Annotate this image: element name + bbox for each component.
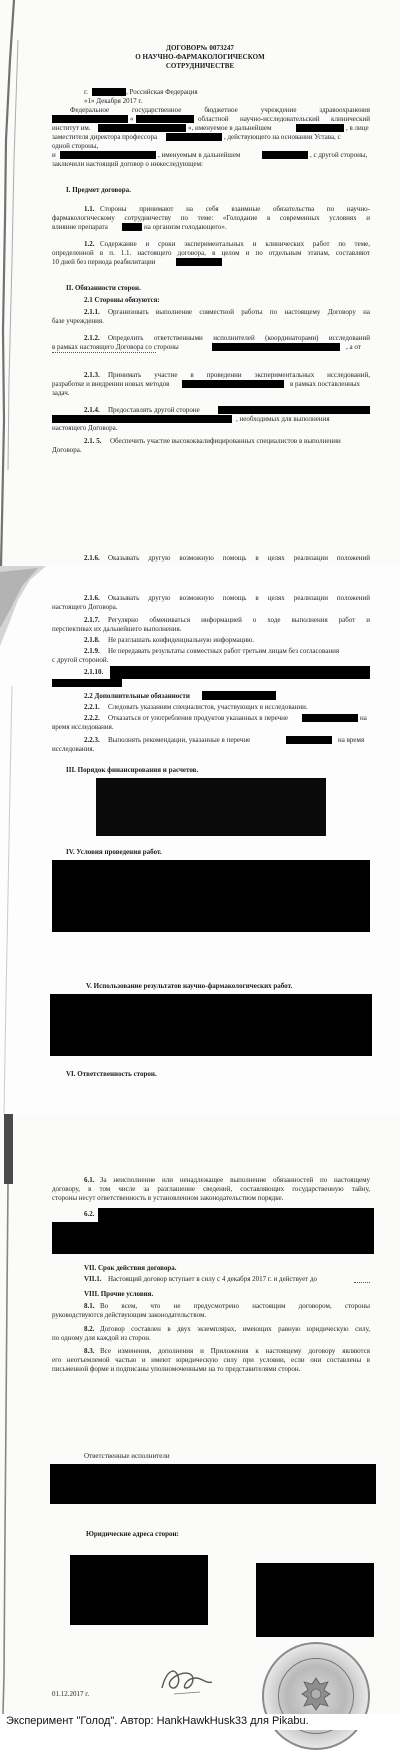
redaction-block <box>70 1555 208 1625</box>
contract-page-2 <box>0 554 400 1114</box>
clause-text: 2.1 Стороны обязуются: <box>84 296 160 304</box>
fill-line <box>52 352 156 353</box>
clause-text: Организовать выполнение совместной работы по настоящему Договору на <box>108 308 370 316</box>
redaction-block <box>52 115 128 123</box>
section-title-5: V. Использование результатов научно-фармакологических работ. <box>86 982 293 990</box>
clause-number: 2.1. 5. <box>84 437 102 445</box>
redaction-block <box>176 258 222 266</box>
clause-text: За неисполнение или ненадлежащее выполнение обязанностей по настоящему <box>100 1176 370 1184</box>
section-title-4: IV. Условия проведения работ. <box>66 848 162 856</box>
clause-number: 2.1.2. <box>84 334 100 342</box>
clause-text: Отказаться от употребления продуктов указанных в перечне <box>108 714 288 722</box>
clause-text: Предоставлять другой стороне <box>108 406 200 414</box>
executors-label: Ответственные исполнители <box>84 1452 170 1460</box>
clause-text: на <box>360 714 367 722</box>
clause-text: Обеспечить участие высококвалифицированных специалистов в выполнении <box>110 437 341 445</box>
clause-text: Принимать участие в проведении экспериментальных исследований, <box>108 371 370 379</box>
clause-text: Договор составлен в двух экземплярах, имеющих равную юридическую силу, <box>100 1325 370 1333</box>
clause-number: 2.1.9. <box>84 647 100 655</box>
clause-number: 2.1.4. <box>84 406 100 414</box>
clause-text: настоящего Договора. <box>52 424 118 432</box>
clause-text: 10 дней без периода реабилитации <box>52 258 156 266</box>
contract-title-line-3: СОТРУДНИЧЕСТВЕ <box>165 62 235 70</box>
redaction-block <box>202 691 276 700</box>
intro-text: , именуемым в дальнейшем <box>158 151 241 159</box>
clause-text: время исследования. <box>52 723 114 731</box>
coat-of-arms-icon <box>296 1674 336 1714</box>
redaction-block <box>302 714 358 722</box>
clause-text: Определить ответственными исполнителей (координаторами) исследований <box>108 334 370 342</box>
city-suffix: , Российская Федерация <box>126 88 198 96</box>
clause-number: 2.2.1. <box>84 703 100 711</box>
redaction-block <box>96 778 326 836</box>
subsection-title: 2.2 Дополнительные обязанности <box>84 692 190 700</box>
redaction-block <box>110 666 370 679</box>
redaction-block <box>212 343 340 351</box>
clause-number: 2.1.1. <box>84 308 100 316</box>
redaction-block <box>52 1222 374 1254</box>
intro-text: « <box>130 115 134 123</box>
redaction-block <box>296 124 344 132</box>
scan-edge-shadow <box>0 566 50 1114</box>
clause-text: Регулярно обмениваться информацией о ходе выполнения работ и <box>108 616 370 624</box>
clause-number: 6.1. <box>84 1176 95 1184</box>
intro-line: Федеральное государственное бюджетное учреждение здравоохранения <box>70 106 370 114</box>
clause-number: 2.1.6. <box>84 594 100 602</box>
clause-text: Оказывать другую возможную помощь в целях реализации положений <box>108 554 370 562</box>
clause-number: 2.2.3. <box>84 736 100 744</box>
clause-number: 8.2. <box>84 1325 95 1333</box>
clause-number: 2.1.3. <box>84 371 100 379</box>
clause-number: 2.1.8. <box>84 636 100 644</box>
clause-text: , а от <box>346 343 361 351</box>
legal-addresses-title: Юридические адреса сторон: <box>86 1530 179 1538</box>
clause-text: Все изменения, дополнения и Приложения к настоящему договору являются <box>100 1347 370 1355</box>
contract-page-3 <box>0 1114 400 1714</box>
image-credit: Эксперимент "Голод". Автор: HankHawkHusk33 для Pikabu. <box>6 1715 309 1727</box>
intro-text: областной научно-исследовательский клинический <box>198 115 370 123</box>
redaction-block <box>166 133 222 141</box>
clause-text: Оказывать другую возможную помощь в целях реализации положений <box>108 594 370 602</box>
image-credit-bar <box>0 1714 400 1730</box>
clause-text: руководствуются действующим законодательством. <box>52 1311 207 1319</box>
redaction-block <box>60 151 156 159</box>
clause-number: 2.1.7. <box>84 616 100 624</box>
clause-text: перспективах их дальнейшего выполнения. <box>52 625 182 633</box>
redaction-block <box>286 736 332 744</box>
clause-text: Следовать указаниям специалистов, участвующих в исследовании. <box>108 703 308 711</box>
clause-text: по одному для каждой из сторон. <box>52 1334 151 1342</box>
scan-edge-shadow <box>0 0 30 566</box>
clause-text: Стороны принимают на себя взаимные обязательства по научно- <box>100 205 370 213</box>
redaction-block <box>52 679 122 687</box>
redaction-block <box>218 406 370 414</box>
clause-number: 6.2. <box>84 1210 95 1218</box>
redaction-block <box>262 151 308 159</box>
clause-number: 8.1. <box>84 1302 95 1310</box>
contract-title-line-2: О НАУЧНО-ФАРМАКОЛОГИЧЕСКОМ <box>135 53 265 61</box>
redaction-block <box>256 1563 374 1637</box>
redaction-block <box>52 415 232 423</box>
intro-text: , с другой стороны, <box>310 151 368 159</box>
redaction-block <box>92 88 126 96</box>
signature-icon <box>156 1660 216 1700</box>
clause-text: Не разглашать конфиденциальную информацию. <box>108 636 255 644</box>
intro-text: заключили настоящий договор о нижеследующем: <box>52 160 203 168</box>
contract-date: «1» Декабря 2017 г. <box>84 97 143 105</box>
clause-text: его неотъемлемой частью и имеют юридическую силу при условии, если они составлены в <box>52 1356 370 1364</box>
clause-number: 1.1. <box>84 205 95 213</box>
clause-text: на время <box>338 736 365 744</box>
clause-text: Во всем, что не предусмотрено настоящим договором, стороны <box>100 1302 370 1310</box>
clause-number: 8.3. <box>84 1347 95 1355</box>
clause-text: настоящего Договора. <box>52 603 118 611</box>
clause-text: влияние препарата <box>52 223 108 231</box>
clause-text: задач. <box>52 389 70 397</box>
clause-number: VII.1. <box>84 1275 102 1283</box>
official-seal-icon <box>262 1642 370 1750</box>
contract-page-1 <box>0 0 400 566</box>
redaction-block <box>98 1208 374 1222</box>
clause-number: 1.2. <box>84 240 95 248</box>
redaction-block <box>136 115 194 123</box>
clause-number: 2.2.2. <box>84 714 100 722</box>
clause-number: 2.1.10. <box>84 668 104 676</box>
clause-text: договору, в том числе за разглашение сведений, составляющих государственную тайну, <box>52 1185 370 1193</box>
redaction-block <box>50 994 372 1056</box>
clause-text: Договора. <box>52 446 82 454</box>
clause-text: с другой стороной. <box>52 656 109 664</box>
fill-line <box>354 1282 370 1283</box>
contract-title-line-1: ДОГОВОР№ 0073247 <box>166 44 234 52</box>
clause-text: базе учреждения. <box>52 317 104 325</box>
intro-text: заместителя директора профессора <box>52 133 158 141</box>
clause-text: , необходимых для выполнения <box>236 415 330 423</box>
section-title-1: I. Предмет договора. <box>66 186 131 194</box>
clause-text: стороны несут ответственность в установленном законодательством порядке. <box>52 1194 284 1202</box>
intro-text: », именуемое в дальнейшем <box>188 124 272 132</box>
redaction-block <box>98 124 186 132</box>
clause-text: письменной форме и подписаны уполномоченными на то представителями сторон. <box>52 1365 301 1373</box>
redaction-block <box>182 380 284 388</box>
section-title-6: VI. Ответственность сторон. <box>66 1070 157 1078</box>
clause-text: фармакологическому сотрудничеству по теме: «Голодание в современных условиях и <box>52 214 370 222</box>
clause-number: 2.1.6. <box>84 554 100 562</box>
clause-text: в рамках настоящего Договора со стороны <box>52 343 179 351</box>
intro-text: одной стороны, <box>52 142 99 150</box>
city-prefix: г. <box>84 88 88 96</box>
clause-text: Настоящий договор вступает в силу с 4 декабря 2017 г. и действует до <box>108 1275 318 1283</box>
redaction-block <box>52 860 370 932</box>
section-title-3: III. Порядок финансирования и расчетов. <box>66 766 199 774</box>
clause-text: определенной в п. 1.1. настоящего договора, в целом и по отдельным этапам, составляют <box>52 249 370 257</box>
clause-text: Не передавать результаты совместных работ третьим лицам без согласования <box>108 647 340 655</box>
clause-text: исследования. <box>52 745 95 753</box>
clause-text: на организм голодающего». <box>144 223 227 231</box>
intro-text: , действующего на основании Устава, с <box>224 133 341 141</box>
section-title-2: II. Обязанности сторон. <box>66 284 141 292</box>
section-title-7: VII. Срок действия договора. <box>84 1264 177 1272</box>
clause-text: Содержание и сроки экспериментальных и клинических работ по теме, <box>100 240 370 248</box>
scan-edge-shadow <box>0 1114 26 1714</box>
redaction-block <box>122 223 142 231</box>
intro-text: , в лице <box>346 124 369 132</box>
clause-text: Выполнять рекомендации, указанные в перечне <box>108 736 251 744</box>
signature-date: 01.12.2017 г. <box>52 1690 90 1698</box>
intro-text: и <box>52 151 56 159</box>
section-title-8: VIII. Прочие условия. <box>84 1290 154 1298</box>
clause-text: в рамках поставленных <box>290 380 361 388</box>
redaction-block <box>50 1464 376 1504</box>
intro-text: институт им. <box>52 124 91 132</box>
clause-text: разработке и внедрении новых методов <box>52 380 170 388</box>
